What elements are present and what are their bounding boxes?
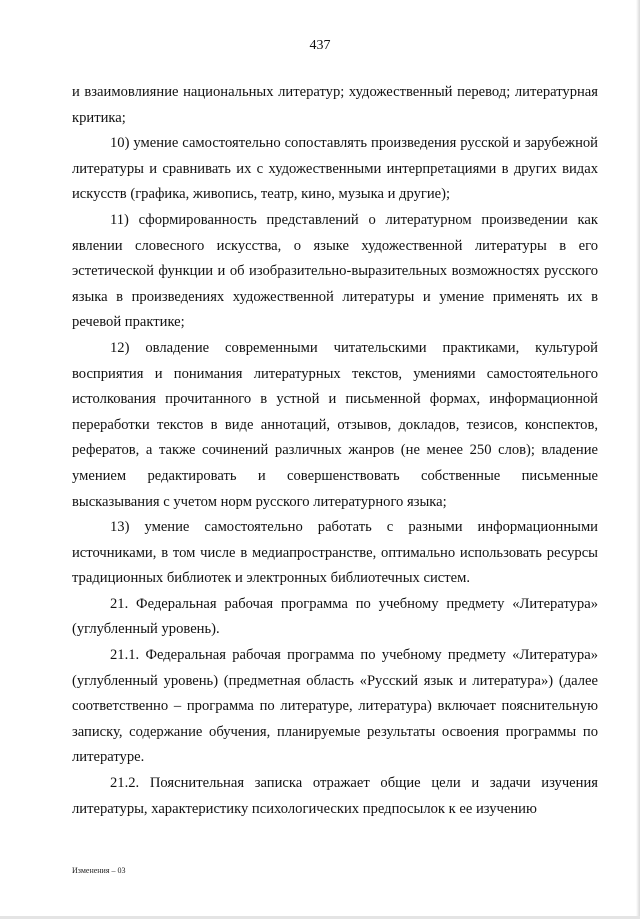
footer-revision-note: Изменения – 03: [72, 866, 126, 875]
paragraph-item-11: 11) сформированность представлений о литературном произведении как явлении словесного искусства, о языке художественной литературы в его эстетической функции и об изобразительно-выразительных возможностях русского языка в произведениях художественной литературы и умение применять их в речевой практике;: [72, 211, 598, 331]
paragraph-section-21-2: 21.2. Пояснительная записка отражает общие цели и задачи изучения литературы, характеристику психологических предпосылок к ее изучению: [72, 775, 598, 817]
scan-edge-shadow: [636, 0, 640, 919]
paragraph-section-21: 21. Федеральная рабочая программа по учебному предмету «Литература» (углубленный уровень).: [72, 595, 598, 638]
page-number: 437: [309, 38, 331, 53]
document-body: [72, 80, 598, 822]
paragraph-item-10: 10) умение самостоятельно сопоставлять произведения русской и зарубежной литературы и сравнивать их с художественными интерпретациями в других видах искусств (графика, живопись, театр, кино, музыка и другие);: [72, 135, 598, 203]
paragraph-item-13: 13) умение самостоятельно работать с разными информационными источниками, в том числе в медиапространстве, оптимально использовать ресурсы традиционных библиотек и электронных библиотечных систем.: [72, 519, 598, 587]
paragraph-item-12: 12) овладение современными читательскими практиками, культурой восприятия и понимания литературных текстов, умениями самостоятельного истолкования прочитанного в устной и письменной формах, информационной переработки текстов в виде аннотаций, отзывов, докладов, тезисов, конспектов, рефератов, а также сочинений различных жанров (не менее 250 слов); владение умением редактировать и совершенствовать собственные письменные высказывания с учетом норм русского литературного языка;: [72, 339, 598, 510]
paragraph-section-21-1: 21.1. Федеральная рабочая программа по учебному предмету «Литература» (углубленный уровень) (предметная область «Русский язык и литература») (далее соответственно – программа по литературе, литература) включает пояснительную записку, содержание обучения, планируемые результаты освоения программы по литературе.: [72, 647, 598, 766]
paragraph-continuation: и взаимовлияние национальных литератур; художественный перевод; литературная критика;: [72, 84, 598, 126]
